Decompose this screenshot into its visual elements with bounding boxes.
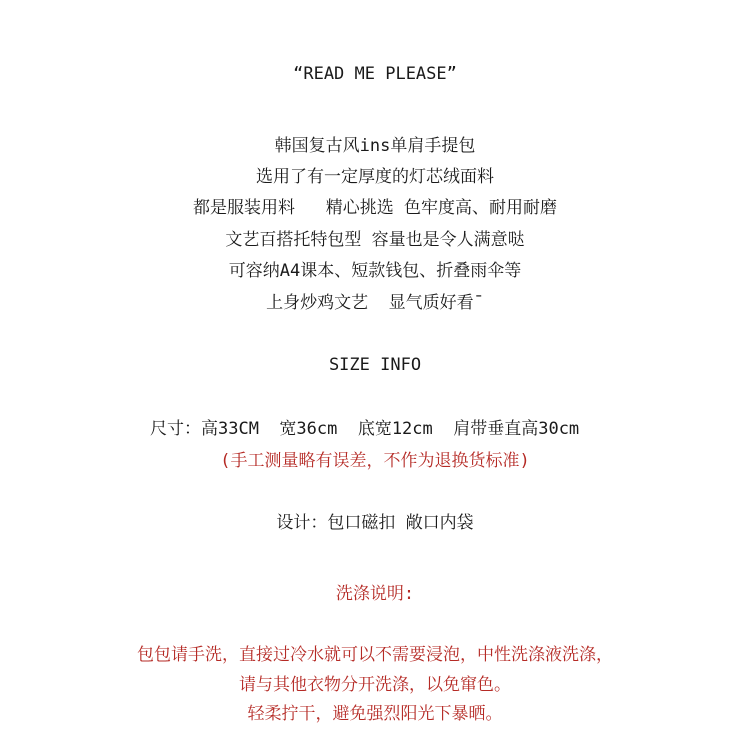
intro-line-5: 可容纳A4课本、短款钱包、折叠雨伞等	[228, 261, 522, 281]
size-dimensions: 尺寸：高33CM 宽36cm 底宽12cm 肩带垂直高30cm	[150, 419, 580, 439]
intro-line-4: 文艺百搭托特包型 容量也是令人满意哒	[225, 230, 525, 250]
wash-instructions-heading: 洗涤说明:	[335, 584, 415, 604]
wash-line-3: 轻柔拧干，避免强烈阳光下暴晒。	[247, 704, 503, 724]
intro-line-1: 韩国复古风ins单肩手提包	[274, 136, 476, 156]
intro-line-3: 都是服装用料 精心挑选 色牢度高、耐用耐磨	[193, 198, 557, 218]
intro-line-2: 选用了有一定厚度的灯芯绒面料	[256, 167, 494, 187]
intro-line-6: 上身炒鸡文艺 显气质好看¯	[266, 293, 484, 313]
read-me-heading: “READ ME PLEASE”	[293, 64, 457, 84]
wash-line-1: 包包请手洗，直接过冷水就可以不需要浸泡，中性洗涤液洗涤，	[137, 645, 613, 665]
design-details: 设计：包口磁扣 敞口内袋	[276, 513, 474, 533]
size-info-heading: SIZE INFO	[328, 355, 422, 375]
size-measurement-note: (手工测量略有误差，不作为退换货标准)	[220, 451, 530, 471]
wash-line-2: 请与其他衣物分开洗涤，以免窜色。	[239, 675, 511, 695]
